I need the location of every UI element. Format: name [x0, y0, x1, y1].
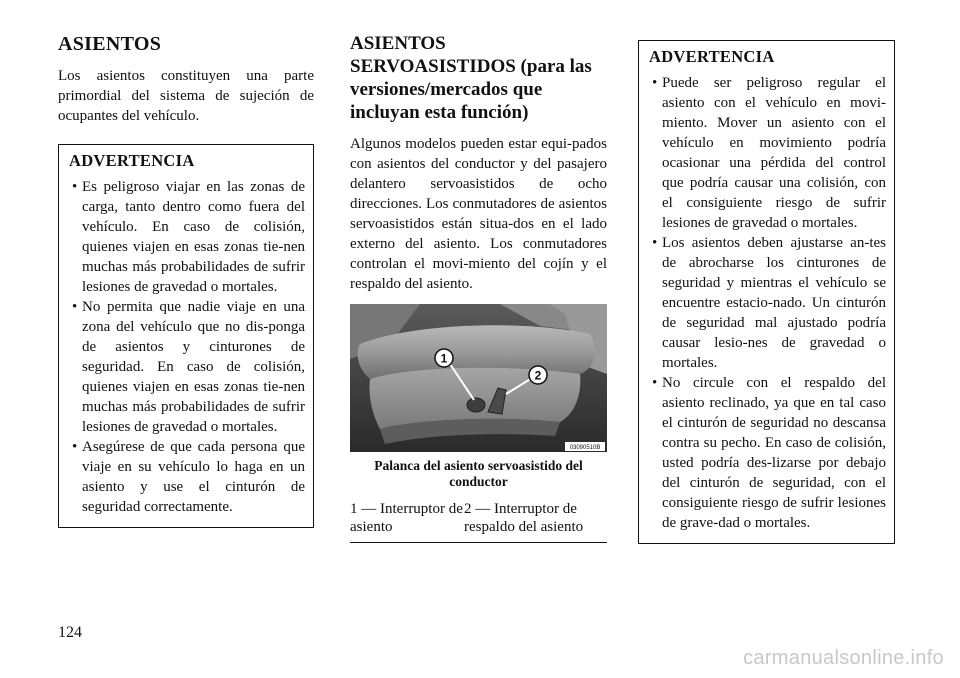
warning-item: • Asegúrese de que cada persona que viaje en su vehículo lo haga en un asiento y use el cinturón de seguridad correctamente. — [72, 439, 305, 515]
warning-item: • Puede ser peligroso regular el asiento con el vehículo en movi-miento. Mover un asiento con el vehículo en movimiento podría ocasionar una pérdida del control que podría causar una colisión, con el consiguiente riesgo de sufrir lesiones de gravedad o mortales. — [652, 75, 886, 231]
seat-switch-figure — [350, 304, 607, 452]
bullet-icon: • — [652, 75, 658, 91]
warning-item: • Es peligroso viajar en las zonas de carga, tanto dentro como fuera del vehículo. En caso de colisión, quienes viajen en esas zonas tie-nen muchas más probabilidades de sufrir lesiones de gravedad o mortales. — [72, 179, 305, 295]
warning-item: • No permita que nadie viaje en una zona del vehículo que no dis-ponga de asientos y cinturones de seguridad. En caso de colisión, quienes viajen en esas zonas tie-nen muchas más probabilidades de sufrir lesiones de gravedad o mortales. — [72, 299, 305, 435]
bullet-icon: • — [72, 179, 78, 195]
bullet-icon: • — [652, 375, 658, 391]
warning-box-left — [58, 144, 314, 528]
warning-item: • No circule con el respaldo del asiento reclinado, ya que en tal caso el cinturón de seguridad no descansa contra su pecho. En caso de colisión, usted podría des-lizarse por debajo del cinturón de seguridad, con el consiguiente riesgo de sufrir lesiones de grave-dad o mortales. — [652, 375, 886, 531]
legend-item-1: 1 — Interruptor de asiento — [350, 501, 463, 535]
bullet-icon: • — [72, 299, 78, 315]
middle-column — [350, 32, 607, 543]
callout-2-label: 2 — [534, 368, 542, 383]
left-column — [58, 32, 314, 528]
figure-caption: Palanca del asiento servoasistido del conductor — [374, 458, 583, 489]
seat-photo — [350, 304, 607, 452]
warning-box-right — [638, 40, 895, 544]
bullet-icon: • — [652, 235, 658, 251]
legend-item-2: 2 — Interruptor de respaldo del asiento — [464, 501, 584, 535]
section-heading-servoasistidos: ASIENTOS SERVOASISTIDOS (para las versiones/mercados que incluyan esta función) — [350, 33, 592, 123]
right-column — [638, 40, 895, 544]
section-heading-asientos: ASIENTOS — [58, 33, 162, 55]
intro-paragraph: Los asientos constituyen una parte primordial del sistema de sujeción de ocupantes del vehículo. — [58, 68, 314, 124]
bullet-icon: • — [72, 439, 78, 455]
servo-seats-paragraph: Algunos modelos pueden estar equi-pados con asientos del conductor y del pasajero delantero servoasistidos de ocho direcciones. Los conmutadores de asientos servoasistidos están situa-dos en el lado externo del asiento. Los conmutadores controlan el movi-miento del cojín y el respaldo del asiento. — [350, 136, 607, 292]
figure-legend — [350, 500, 607, 543]
warning-title: ADVERTENCIA — [649, 47, 775, 66]
site-watermark: carmanualsonline.info — [743, 647, 944, 669]
warning-item: • Los asientos deben ajustarse an-tes de abrocharse los cinturones de seguridad y mientras el vehículo se encuentre estacio-nado. Un cinturón de seguridad mal ajustado podría causar lesio-nes de gravedad o mortales. — [652, 235, 886, 371]
warning-title: ADVERTENCIA — [69, 151, 195, 170]
page-number: 124 — [58, 624, 82, 641]
figure-code: 03090510B — [569, 445, 601, 451]
warning-list — [67, 177, 305, 517]
callout-1-label: 1 — [440, 351, 448, 366]
warning-list — [647, 73, 886, 533]
